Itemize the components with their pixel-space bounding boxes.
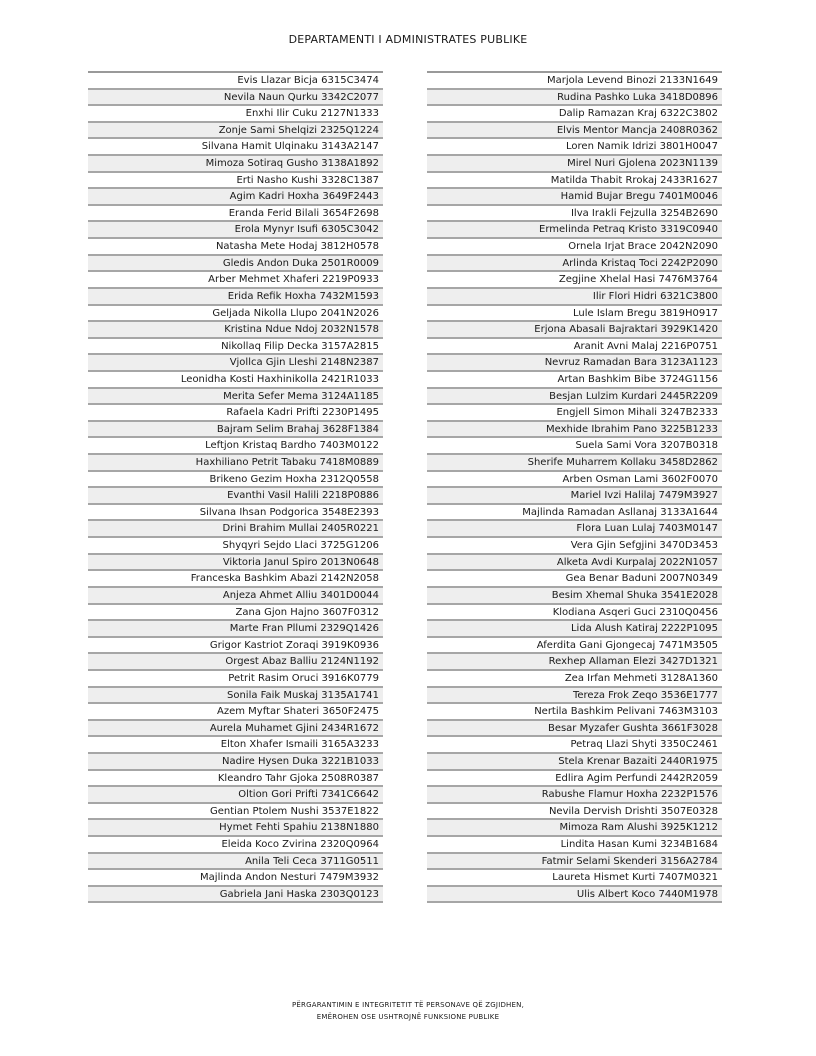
list-item: Anjeza Ahmet Alliu 3401D0044: [88, 588, 383, 605]
list-item: Erola Mynyr Isufi 6305C3042: [88, 222, 383, 239]
list-item: Arben Osman Lami 3602F0070: [427, 472, 722, 489]
list-item: Besjan Lulzim Kurdari 2445R2209: [427, 389, 722, 406]
list-item: Eranda Ferid Bilali 3654F2698: [88, 206, 383, 223]
list-item: Azem Myftar Shateri 3650F2475: [88, 704, 383, 721]
list-item: Haxhiliano Petrit Tabaku 7418M0889: [88, 455, 383, 472]
list-item: Erjona Abasali Bajraktari 3929K1420: [427, 322, 722, 339]
list-item: Laureta Hismet Kurti 7407M0321: [427, 870, 722, 887]
list-item: Mimoza Sotiraq Gusho 3138A1892: [88, 156, 383, 173]
left-name-column: [88, 71, 383, 903]
list-item: Grigor Kastriot Zoraqi 3919K0936: [88, 638, 383, 655]
list-item: Rabushe Flamur Hoxha 2232P1576: [427, 787, 722, 804]
list-item: Tereza Frok Zeqo 3536E1777: [427, 688, 722, 705]
list-item: Nevila Naun Qurku 3342C2077: [88, 90, 383, 107]
list-item: Bajram Selim Brahaj 3628F1384: [88, 422, 383, 439]
list-item: Brikeno Gezim Hoxha 2312Q0558: [88, 472, 383, 489]
list-item: Marte Fran Pllumi 2329Q1426: [88, 621, 383, 638]
list-item: Gentian Ptolem Nushi 3537E1822: [88, 804, 383, 821]
list-item: Ulis Albert Koco 7440M1978: [427, 887, 722, 904]
list-item: Flora Luan Lulaj 7403M0147: [427, 521, 722, 538]
list-item: Evanthi Vasil Halili 2218P0886: [88, 488, 383, 505]
list-item: Anila Teli Ceca 3711G0511: [88, 854, 383, 871]
list-item: Silvana Hamit Ulqinaku 3143A2147: [88, 139, 383, 156]
list-item: Zea Irfan Mehmeti 3128A1360: [427, 671, 722, 688]
list-item: Sonila Faik Muskaj 3135A1741: [88, 688, 383, 705]
list-item: Leftjon Kristaq Bardho 7403M0122: [88, 438, 383, 455]
list-item: Marjola Levend Binozi 2133N1649: [427, 73, 722, 90]
list-item: Enxhi Ilir Cuku 2127N1333: [88, 106, 383, 123]
page-title: DEPARTAMENTI I ADMINISTRATES PUBLIKE: [288, 33, 528, 46]
page-footer: [0, 999, 816, 1023]
list-item: Nertila Bashkim Pelivani 7463M3103: [427, 704, 722, 721]
list-item: Mexhide Ibrahim Pano 3225B1233: [427, 422, 722, 439]
list-item: Lindita Hasan Kumi 3234B1684: [427, 837, 722, 854]
list-item: Kristina Ndue Ndoj 2032N1578: [88, 322, 383, 339]
list-item: Mariel Ivzi Halilaj 7479M3927: [427, 488, 722, 505]
list-item: Rexhep Allaman Elezi 3427D1321: [427, 654, 722, 671]
list-item: Hymet Fehti Spahiu 2138N1880: [88, 820, 383, 837]
list-item: Erida Refik Hoxha 7432M1593: [88, 289, 383, 306]
list-item: Franceska Bashkim Abazi 2142N2058: [88, 571, 383, 588]
footer-line-1: PËRGARANTIMIN E INTEGRITETIT TË PERSONAVE QË ZGJIDHEN,: [291, 1001, 524, 1009]
list-item: Viktoria Janul Spiro 2013N0648: [88, 555, 383, 572]
list-item: Zegjine Xhelal Hasi 7476M3764: [427, 272, 722, 289]
list-item: Majlinda Ramadan Asllanaj 3133A1644: [427, 505, 722, 522]
list-item: Suela Sami Vora 3207B0318: [427, 438, 722, 455]
list-item: Silvana Ihsan Podgorica 3548E2393: [88, 505, 383, 522]
list-item: Petrit Rasim Oruci 3916K0779: [88, 671, 383, 688]
list-item: Aranit Avni Malaj 2216P0751: [427, 339, 722, 356]
list-item: Gledis Andon Duka 2501R0009: [88, 256, 383, 273]
list-item: Elton Xhafer Ismaili 3165A3233: [88, 737, 383, 754]
list-item: Sherife Muharrem Kollaku 3458D2862: [427, 455, 722, 472]
list-item: Elvis Mentor Mancja 2408R0362: [427, 123, 722, 140]
list-item: Hamid Bujar Bregu 7401M0046: [427, 189, 722, 206]
list-item: Aferdita Gani Gjongecaj 7471M3505: [427, 638, 722, 655]
list-item: Loren Namik Idrizi 3801H0047: [427, 139, 722, 156]
list-item: Geljada Nikolla Llupo 2041N2026: [88, 306, 383, 323]
list-item: Ornela Irjat Brace 2042N2090: [427, 239, 722, 256]
list-item: Matilda Thabit Rrokaj 2433R1627: [427, 173, 722, 190]
list-item: Besar Myzafer Gushta 3661F3028: [427, 721, 722, 738]
list-item: Merita Sefer Mema 3124A1185: [88, 389, 383, 406]
list-item: Zonje Sami Shelqizi 2325Q1224: [88, 123, 383, 140]
list-item: Erti Nasho Kushi 3328C1387: [88, 173, 383, 190]
list-item: Nikollaq Filip Decka 3157A2815: [88, 339, 383, 356]
list-item: Natasha Mete Hodaj 3812H0578: [88, 239, 383, 256]
list-item: Fatmir Selami Skenderi 3156A2784: [427, 854, 722, 871]
list-item: Ilir Flori Hidri 6321C3800: [427, 289, 722, 306]
list-item: Ilva Irakli Fejzulla 3254B2690: [427, 206, 722, 223]
right-name-column: [427, 71, 722, 903]
list-item: Oltion Gori Prifti 7341C6642: [88, 787, 383, 804]
list-item: Majlinda Andon Nesturi 7479M3932: [88, 870, 383, 887]
list-item: Ermelinda Petraq Kristo 3319C0940: [427, 222, 722, 239]
list-item: Engjell Simon Mihali 3247B2333: [427, 405, 722, 422]
list-item: Nadire Hysen Duka 3221B1033: [88, 754, 383, 771]
list-item: Evis Llazar Bicja 6315C3474: [88, 73, 383, 90]
list-item: Lida Alush Katiraj 2222P1095: [427, 621, 722, 638]
list-item: Arber Mehmet Xhaferi 2219P0933: [88, 272, 383, 289]
list-item: Mirel Nuri Gjolena 2023N1139: [427, 156, 722, 173]
list-item: Kleandro Tahr Gjoka 2508R0387: [88, 771, 383, 788]
list-item: Vjollca Gjin Lleshi 2148N2387: [88, 355, 383, 372]
list-item: Orgest Abaz Balliu 2124N1192: [88, 654, 383, 671]
list-item: Stela Krenar Bazaiti 2440R1975: [427, 754, 722, 771]
list-item: Alketa Avdi Kurpalaj 2022N1057: [427, 555, 722, 572]
list-item: Eleida Koco Zvirina 2320Q0964: [88, 837, 383, 854]
list-item: Nevruz Ramadan Bara 3123A1123: [427, 355, 722, 372]
list-item: Edlira Agim Perfundi 2442R2059: [427, 771, 722, 788]
list-item: Leonidha Kosti Haxhinikolla 2421R1033: [88, 372, 383, 389]
list-item: Dalip Ramazan Kraj 6322C3802: [427, 106, 722, 123]
list-item: Mimoza Ram Alushi 3925K1212: [427, 820, 722, 837]
list-item: Agim Kadri Hoxha 3649F2443: [88, 189, 383, 206]
list-item: Petraq Llazi Shyti 3350C2461: [427, 737, 722, 754]
list-item: Aurela Muhamet Gjini 2434R1672: [88, 721, 383, 738]
list-item: Besim Xhemal Shuka 3541E2028: [427, 588, 722, 605]
list-item: Gea Benar Baduni 2007N0349: [427, 571, 722, 588]
list-item: Arlinda Kristaq Toci 2242P2090: [427, 256, 722, 273]
list-item: Drini Brahim Mullai 2405R0221: [88, 521, 383, 538]
list-item: Shyqyri Sejdo Llaci 3725G1206: [88, 538, 383, 555]
list-item: Gabriela Jani Haska 2303Q0123: [88, 887, 383, 904]
footer-line-2: EMËROHEN OSE USHTROJNË FUNKSIONE PUBLIKE: [316, 1013, 500, 1021]
list-item: Lule Islam Bregu 3819H0917: [427, 306, 722, 323]
list-item: Artan Bashkim Bibe 3724G1156: [427, 372, 722, 389]
list-item: Klodiana Asqeri Guci 2310Q0456: [427, 605, 722, 622]
list-item: Rafaela Kadri Prifti 2230P1495: [88, 405, 383, 422]
list-item: Zana Gjon Hajno 3607F0312: [88, 605, 383, 622]
list-item: Rudina Pashko Luka 3418D0896: [427, 90, 722, 107]
list-item: Vera Gjin Sefgjini 3470D3453: [427, 538, 722, 555]
list-item: Nevila Dervish Drishti 3507E0328: [427, 804, 722, 821]
